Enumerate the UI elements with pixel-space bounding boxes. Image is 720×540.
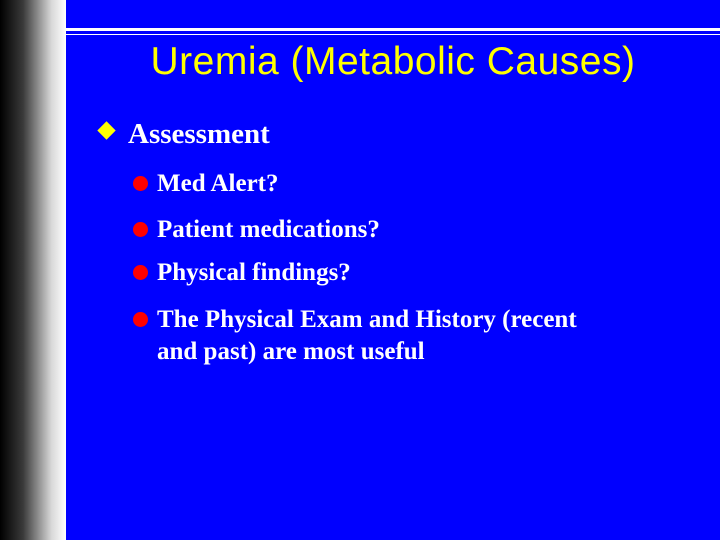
diamond-bullet-icon (97, 121, 115, 139)
slide-title: Uremia (Metabolic Causes) (150, 40, 636, 83)
round-bullet-icon (133, 312, 148, 327)
top-rule-thick (66, 28, 720, 31)
bullet-patient-medications: Patient medications? (157, 216, 380, 243)
gradient-side-bar (0, 0, 66, 540)
bullet-exam-history-line-1: The Physical Exam and History (recent (157, 306, 577, 333)
bullet-physical-findings: Physical findings? (157, 259, 351, 286)
top-rule-thin (66, 34, 720, 35)
bullet-exam-history-line-2: and past) are most useful (157, 338, 425, 365)
round-bullet-icon (133, 265, 148, 280)
bullet-med-alert: Med Alert? (157, 170, 279, 197)
round-bullet-icon (133, 222, 148, 237)
heading-assessment: Assessment (128, 118, 270, 150)
round-bullet-icon (133, 176, 148, 191)
